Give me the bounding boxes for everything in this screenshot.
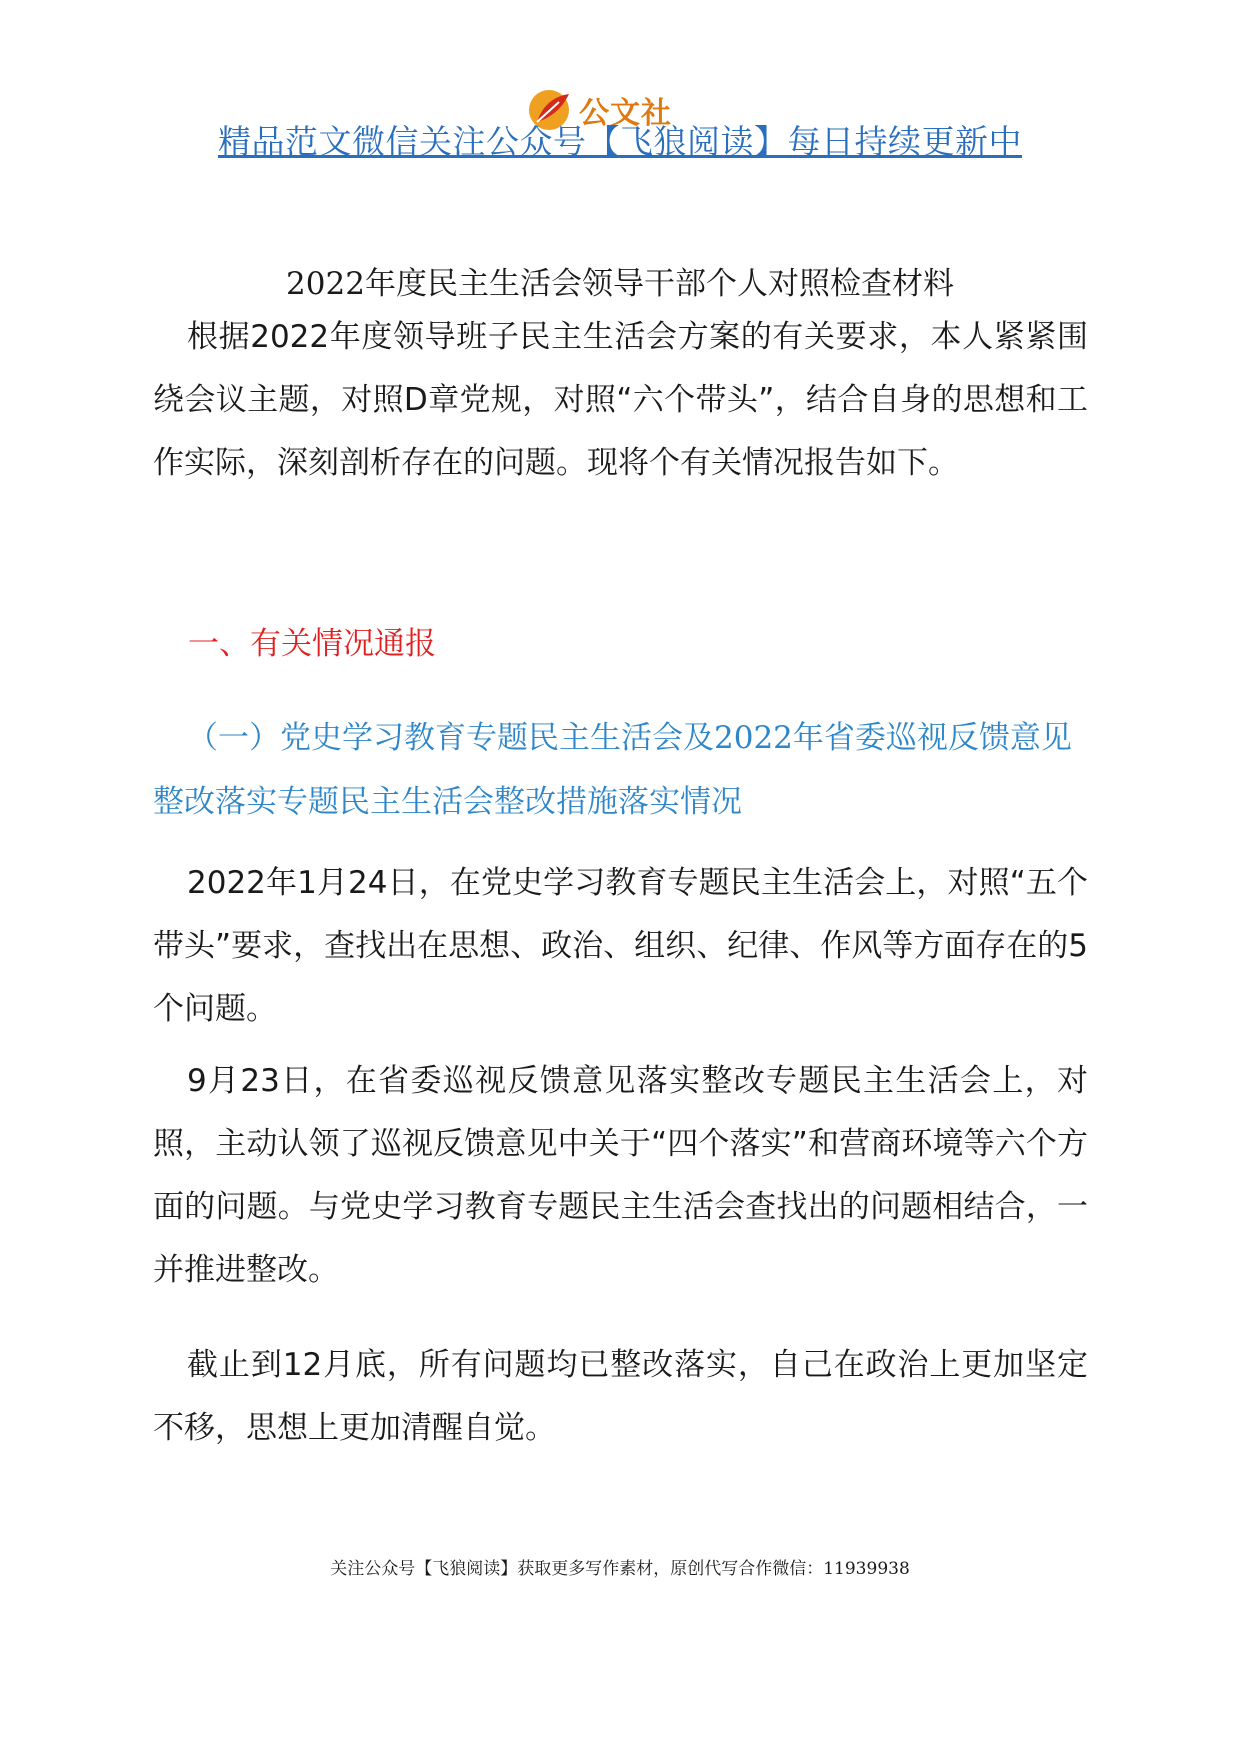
section-heading-1: 一、有关情况通报: [188, 626, 436, 662]
wechat-promo-link[interactable]: 精品范文微信关注公众号【飞狼阅读】每日持续更新中: [218, 122, 1022, 161]
paragraph-1: 2022年1月24日，在党史学习教育专题民主生活会上，对照“五个带头”要求，查找出在思想、政治、组织、纪律、作风等方面存在的5个问题。: [153, 865, 1088, 1027]
page-footer: 关注公众号【飞狼阅读】获取更多写作素材，原创代写合作微信：11939938: [330, 1559, 910, 1579]
paragraph-2: 9月23日，在省委巡视反馈意见落实整改专题民主生活会上，对照，主动认领了巡视反馈意见中关于“四个落实”和营商环境等六个方面的问题。与党史学习教育专题民主生活会查找出的问题相结合，一并推进整改。: [153, 1063, 1088, 1288]
page-header: [0, 86, 1240, 166]
intro-paragraph: 根据2022年度领导班子民主生活会方案的有关要求，本人紧紧围绕会议主题，对照D章党规，对照“六个带头”，结合自身的思想和工作实际，深刻剖析存在的问题。现将个有关情况报告如下。: [153, 319, 1088, 481]
document-title: 2022年度民主生活会领导干部个人对照检查材料: [286, 266, 954, 302]
paragraph-3: 截止到12月底，所有问题均已整改落实，自己在政治上更加坚定不移，思想上更加清醒自觉。: [153, 1347, 1088, 1446]
subsection-heading-1: （一）党史学习教育专题民主生活会及2022年省委巡视反馈意见整改落实专题民主生活会整改措施落实情况: [153, 720, 1072, 820]
logo-text: 公文社: [579, 96, 672, 131]
